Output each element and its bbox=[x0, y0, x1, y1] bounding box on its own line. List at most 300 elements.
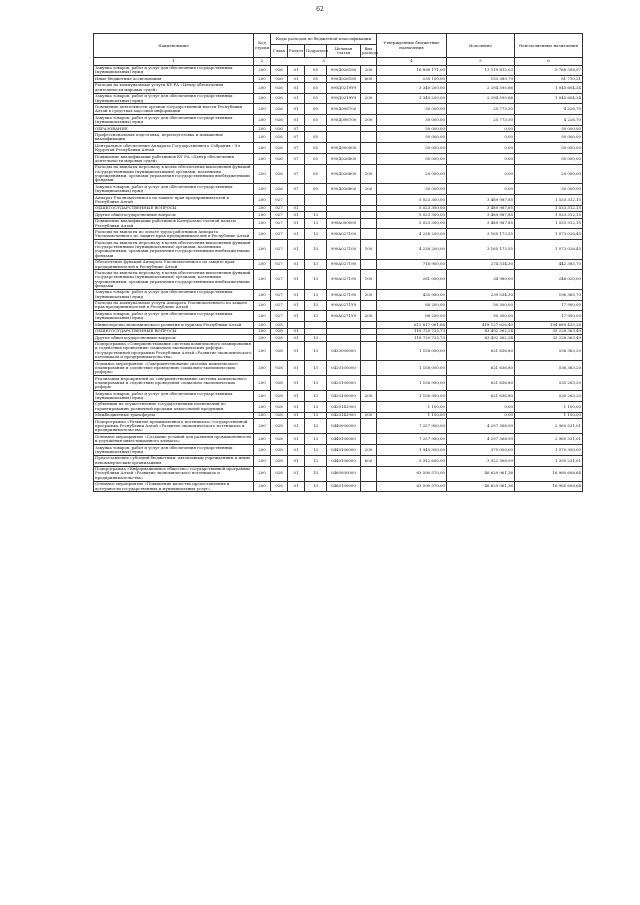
row-name: Иные бюджетные ассигнования bbox=[94, 76, 254, 82]
row-code: 200 bbox=[254, 341, 271, 360]
row-chapter: 927 bbox=[271, 194, 288, 205]
table-row bbox=[94, 132, 583, 143]
column-number: 4 bbox=[377, 58, 447, 65]
row-section: 01 bbox=[288, 300, 305, 311]
row-unexecuted: 194 689 435,26 bbox=[515, 322, 583, 328]
row-name: Расходы на выплаты персоналу в целях обеспечения выполнения функций государственными (муниципальными) органами, казенными учреждениями, органами управления государственными внебюджетными фондами bbox=[94, 164, 254, 183]
row-chapter: 928 bbox=[271, 445, 288, 456]
header-row-top bbox=[94, 34, 583, 45]
row-executed: 34 980,00 bbox=[447, 270, 515, 289]
row-subsection: 05 bbox=[305, 65, 327, 76]
row-executed: 50 300,00 bbox=[447, 311, 515, 322]
row-section: 07 bbox=[288, 143, 305, 154]
table-row bbox=[94, 445, 583, 456]
row-executed: 0,00 bbox=[447, 132, 515, 143]
row-subsection: 13 bbox=[305, 259, 327, 270]
row-chapter: 928 bbox=[271, 434, 288, 445]
row-executed: 0,00 bbox=[447, 184, 515, 195]
row-name: Предоставление субсидий бюджетным, автономным учреждениям и иным некоммерческим организациям bbox=[94, 455, 254, 466]
row-chapter: 926 bbox=[271, 82, 288, 93]
row-executed: 0,00 bbox=[447, 125, 515, 131]
column-number: 1 bbox=[94, 58, 254, 65]
row-target: 990Д026180 bbox=[327, 65, 361, 76]
row-subsection: 13 bbox=[305, 341, 327, 360]
row-chapter: 928 bbox=[271, 328, 288, 334]
row-subsection: 13 bbox=[305, 311, 327, 322]
row-target: 0440100000 bbox=[327, 434, 361, 445]
header-subsection: Подраздел bbox=[305, 45, 327, 58]
row-unexecuted: 81 710,21 bbox=[515, 76, 583, 82]
table-row bbox=[94, 164, 583, 183]
row-expense-type: 600 bbox=[361, 455, 377, 466]
row-approved: 118 720 725,73 bbox=[377, 335, 447, 341]
table-row bbox=[94, 419, 583, 434]
row-chapter: 928 bbox=[271, 466, 288, 481]
row-approved: 118 720 725,73 bbox=[377, 328, 447, 334]
row-section: 01 bbox=[288, 445, 305, 456]
row-subsection: 13 bbox=[305, 466, 327, 481]
row-section: 01 bbox=[288, 82, 305, 93]
row-subsection: 05 bbox=[305, 164, 327, 183]
row-section: 01 bbox=[288, 376, 305, 391]
row-code: 200 bbox=[254, 143, 271, 154]
row-subsection: 05 bbox=[305, 143, 327, 154]
row-target: 990Д026800 bbox=[327, 154, 361, 165]
row-executed: 274 514,30 bbox=[447, 259, 515, 270]
row-subsection: 13 bbox=[305, 376, 327, 391]
row-unexecuted: 35 228 363,49 bbox=[515, 328, 583, 334]
row-code: 200 bbox=[254, 419, 271, 434]
row-section: 01 bbox=[288, 229, 305, 240]
row-target: 0420100000 bbox=[327, 376, 361, 391]
row-expense-type: 200 bbox=[361, 391, 377, 402]
row-target: 0420000000 bbox=[327, 341, 361, 360]
row-code: 200 bbox=[254, 164, 271, 183]
row-approved: 1 156 900,00 bbox=[377, 376, 447, 391]
table-row bbox=[94, 259, 583, 270]
row-chapter: 928 bbox=[271, 455, 288, 466]
row-unexecuted: 442 385,70 bbox=[515, 259, 583, 270]
row-unexecuted: 1 045 604,34 bbox=[515, 82, 583, 93]
row-chapter: 926 bbox=[271, 76, 288, 82]
row-chapter: 928 bbox=[271, 341, 288, 360]
row-subsection: 13 bbox=[305, 455, 327, 466]
row-code: 200 bbox=[254, 328, 271, 334]
row-approved: 7 257 900,00 bbox=[377, 434, 447, 445]
row-expense-type: 200 bbox=[361, 115, 377, 126]
row-target: 0440100000 bbox=[327, 445, 361, 456]
page-number: 62 bbox=[316, 6, 324, 13]
row-chapter: 928 bbox=[271, 481, 288, 492]
table-row bbox=[94, 391, 583, 402]
budget-execution-table bbox=[93, 33, 583, 492]
row-approved: 4 238 200,00 bbox=[377, 240, 447, 259]
row-unexecuted: 4 226,70 bbox=[515, 104, 583, 115]
row-expense-type bbox=[361, 360, 377, 375]
row-chapter: 926 bbox=[271, 184, 288, 195]
row-subsection: 13 bbox=[305, 391, 327, 402]
row-chapter: 928 bbox=[271, 391, 288, 402]
row-approved: 50 000,00 bbox=[377, 143, 447, 154]
row-expense-type bbox=[361, 104, 377, 115]
row-chapter: 926 bbox=[271, 164, 288, 183]
row-unexecuted: 1 570 300,00 bbox=[515, 445, 583, 456]
row-unexecuted: 1 533 312,15 bbox=[515, 218, 583, 229]
row-expense-type bbox=[361, 434, 377, 445]
row-chapter: 927 bbox=[271, 240, 288, 259]
row-executed: 3 489 987,85 bbox=[447, 205, 515, 211]
row-unexecuted: 1 533 312,15 bbox=[515, 194, 583, 205]
row-target: 0440100000 bbox=[327, 455, 361, 466]
row-section: 01 bbox=[288, 434, 305, 445]
table-row bbox=[94, 300, 583, 311]
row-code: 200 bbox=[254, 270, 271, 289]
row-expense-type bbox=[361, 229, 377, 240]
row-expense-type bbox=[361, 401, 377, 412]
row-subsection: 13 bbox=[305, 360, 327, 375]
row-section: 07 bbox=[288, 125, 305, 131]
table-row bbox=[94, 104, 583, 115]
row-approved: 50 000,00 bbox=[377, 125, 447, 131]
row-target: 990А027100 bbox=[327, 229, 361, 240]
row-subsection: 13 bbox=[305, 445, 327, 456]
table-row bbox=[94, 184, 583, 195]
row-approved: 1 100,00 bbox=[377, 412, 447, 418]
row-expense-type bbox=[361, 132, 377, 143]
row-section: 01 bbox=[288, 218, 305, 229]
column-number: 6 bbox=[515, 58, 583, 65]
column-number: 5 bbox=[447, 58, 515, 65]
row-code: 200 bbox=[254, 205, 271, 211]
header-chapter: Глава bbox=[271, 45, 288, 58]
row-section: 01 bbox=[288, 65, 305, 76]
row-executed: 0,00 bbox=[447, 164, 515, 183]
row-target: 0420100000 bbox=[327, 360, 361, 375]
row-target: 990Д098700 bbox=[327, 104, 361, 115]
row-unexecuted: 1 073 026,45 bbox=[515, 229, 583, 240]
row-unexecuted: 536 363,20 bbox=[515, 341, 583, 360]
row-section: 01 bbox=[288, 328, 305, 334]
row-name: Субвенции на осуществление государственных полномочий по гарантированию розничной продажи алкогольной продукции bbox=[94, 401, 254, 412]
row-approved: 16 898 171,00 bbox=[377, 65, 447, 76]
row-code: 200 bbox=[254, 311, 271, 322]
row-section: 01 bbox=[288, 391, 305, 402]
row-name: Реализация мероприятий по совершенствованию системы комплексного планирования и содействию проведения социально-экономических реформ bbox=[94, 376, 254, 391]
row-chapter: 928 bbox=[271, 322, 288, 328]
row-executed: 25 773,30 bbox=[447, 104, 515, 115]
row-expense-type: 200 bbox=[361, 445, 377, 456]
row-name: Межбюджетные трансферты bbox=[94, 412, 254, 418]
row-name: Подпрограмма «Информационное общество» государственной программы Республики Алтай «Развитие экономического потенциала и предпринимательства» bbox=[94, 466, 254, 481]
row-approved: 3 340 200,00 bbox=[377, 82, 447, 93]
row-unexecuted: 1 390 231,01 bbox=[515, 455, 583, 466]
row-executed: 46 629 961,36 bbox=[447, 466, 515, 481]
row-code: 200 bbox=[254, 401, 271, 412]
row-subsection: 13 bbox=[305, 240, 327, 259]
row-section: 01 bbox=[288, 115, 305, 126]
row-unexecuted: 17 900,00 bbox=[515, 300, 583, 311]
row-executed: 3 165 173,55 bbox=[447, 240, 515, 259]
table-row bbox=[94, 143, 583, 154]
row-unexecuted: 4 226,70 bbox=[515, 115, 583, 126]
table-row bbox=[94, 154, 583, 165]
row-unexecuted: 536 363,20 bbox=[515, 360, 583, 375]
row-approved: 716 900,00 bbox=[377, 259, 447, 270]
table-row bbox=[94, 194, 583, 205]
row-code: 200 bbox=[254, 481, 271, 492]
row-approved: 1 158 000,00 bbox=[377, 341, 447, 360]
row-name: Другие общегосударственные вопросы bbox=[94, 335, 254, 341]
row-approved: 68 200,00 bbox=[377, 311, 447, 322]
row-executed: 4 297 368,99 bbox=[447, 434, 515, 445]
row-subsection: 05 bbox=[305, 184, 327, 195]
table-row bbox=[94, 434, 583, 445]
row-subsection: 05 bbox=[305, 82, 327, 93]
row-name: Расходы на коммунальные услуги Аппарата Уполномоченного по защите прав предпринимателей в Республике Алтай bbox=[94, 300, 254, 311]
table-row bbox=[94, 93, 583, 104]
row-executed: 239 534,30 bbox=[447, 289, 515, 300]
row-approved: 63 590 570,00 bbox=[377, 481, 447, 492]
row-target: 990А027190 bbox=[327, 270, 361, 289]
row-unexecuted: 35 228 363,49 bbox=[515, 335, 583, 341]
row-subsection: 05 bbox=[305, 154, 327, 165]
row-name: Расходы на коммунальные услуги КУ РА «Центр обеспечения деятельности мировых судей» bbox=[94, 82, 254, 93]
row-unexecuted: 1 045 604,34 bbox=[515, 93, 583, 104]
row-executed: 3 489 987,85 bbox=[447, 194, 515, 205]
row-expense-type bbox=[361, 481, 377, 492]
row-code: 200 bbox=[254, 76, 271, 82]
row-executed: 2 294 595,66 bbox=[447, 82, 515, 93]
column-number: 2 bbox=[254, 58, 271, 65]
row-chapter: 927 bbox=[271, 205, 288, 211]
row-unexecuted: 50 000,00 bbox=[515, 125, 583, 131]
row-name: Расходы на выплаты персоналу в целях обеспечения выполнения функций государственными (муниципальными) органами, казенными учреждениями, органами управления государственными внебюджетными фондами bbox=[94, 270, 254, 289]
row-section: 01 bbox=[288, 401, 305, 412]
row-unexecuted: 50 000,00 bbox=[515, 132, 583, 143]
row-unexecuted: 30 000,00 bbox=[515, 184, 583, 195]
row-name: Центральное обеспечение Аппарата Государственного Собрания - Эл Курултай Республики Алтай bbox=[94, 143, 254, 154]
row-code: 200 bbox=[254, 240, 271, 259]
row-subsection: 13 bbox=[305, 212, 327, 218]
row-approved: 30 000,00 bbox=[377, 104, 447, 115]
row-code: 200 bbox=[254, 115, 271, 126]
row-chapter: 927 bbox=[271, 289, 288, 300]
row-executed: 375 000,00 bbox=[447, 445, 515, 456]
row-executed: 0,00 bbox=[447, 143, 515, 154]
row-unexecuted: 20 000,00 bbox=[515, 164, 583, 183]
row-approved: 1 945 300,00 bbox=[377, 445, 447, 456]
row-code: 200 bbox=[254, 445, 271, 456]
row-section: 07 bbox=[288, 132, 305, 143]
row-executed: 83 492 362,24 bbox=[447, 335, 515, 341]
row-target: 990А027190 bbox=[327, 289, 361, 300]
row-name: Расходы на выплаты персоналу в целях обеспечения выполнения функций государственными (муниципальными) органами, казенными учреждениями, органами управления государственными внебюджетными фондами bbox=[94, 240, 254, 259]
row-name: ОБЩЕГОСУДАРСТВЕННЫЕ ВОПРОСЫ bbox=[94, 205, 254, 211]
row-expense-type bbox=[361, 82, 377, 93]
row-code: 200 bbox=[254, 218, 271, 229]
row-code: 200 bbox=[254, 466, 271, 481]
row-target: 990А0271У9 bbox=[327, 311, 361, 322]
row-chapter: 928 bbox=[271, 419, 288, 434]
header-name: Наименование bbox=[94, 34, 254, 58]
row-code: 200 bbox=[254, 184, 271, 195]
row-approved: 1 100,00 bbox=[377, 401, 447, 412]
header-approved: Утвержденные бюджетные назначения bbox=[377, 34, 447, 58]
row-chapter: 926 bbox=[271, 143, 288, 154]
row-chapter: 928 bbox=[271, 412, 288, 418]
row-code: 200 bbox=[254, 132, 271, 143]
row-chapter: 927 bbox=[271, 270, 288, 289]
row-subsection: 05 bbox=[305, 132, 327, 143]
row-subsection: 13 bbox=[305, 300, 327, 311]
row-name: ОБЩЕГОСУДАРСТВЕННЫЕ ВОПРОСЫ bbox=[94, 328, 254, 334]
row-chapter: 926 bbox=[271, 132, 288, 143]
row-name: Основное мероприятие «Совершенствование системы комплексного планирования и содействие проведению социально-экономических реформ» bbox=[94, 360, 254, 375]
row-target: 0420100000 bbox=[327, 391, 361, 402]
row-code: 200 bbox=[254, 93, 271, 104]
row-expense-type bbox=[361, 218, 377, 229]
row-target: 990Д098700 bbox=[327, 115, 361, 126]
row-section: 01 bbox=[288, 93, 305, 104]
row-target: 990Д026800 bbox=[327, 164, 361, 183]
header-expense-type: Вид расхода bbox=[361, 45, 377, 58]
row-subsection: 13 bbox=[305, 218, 327, 229]
row-executed: 83 492 362,24 bbox=[447, 328, 515, 334]
row-expense-type bbox=[361, 300, 377, 311]
table-row bbox=[94, 311, 583, 322]
row-unexecuted: 1 533 312,15 bbox=[515, 205, 583, 211]
row-section: 07 bbox=[288, 164, 305, 183]
row-code: 200 bbox=[254, 434, 271, 445]
row-target: 0460000000 bbox=[327, 466, 361, 481]
row-section bbox=[288, 194, 305, 205]
table-row bbox=[94, 65, 583, 76]
row-subsection: 05 bbox=[305, 104, 327, 115]
row-code: 200 bbox=[254, 154, 271, 165]
row-unexecuted: 196 365,70 bbox=[515, 289, 583, 300]
row-unexecuted: 2 960 531,01 bbox=[515, 419, 583, 434]
row-unexecuted: 1 073 026,45 bbox=[515, 240, 583, 259]
row-unexecuted: 50 000,00 bbox=[515, 154, 583, 165]
row-target: 0420142900 bbox=[327, 401, 361, 412]
row-section: 01 bbox=[288, 259, 305, 270]
row-executed: 621 636,80 bbox=[447, 341, 515, 360]
row-executed: 13 119 812,03 bbox=[447, 65, 515, 76]
row-expense-type bbox=[361, 341, 377, 360]
row-expense-type bbox=[361, 154, 377, 165]
row-executed: 621 636,80 bbox=[447, 391, 515, 402]
row-executed: 0,00 bbox=[447, 412, 515, 418]
row-chapter: 927 bbox=[271, 259, 288, 270]
row-code: 200 bbox=[254, 104, 271, 115]
row-code: 200 bbox=[254, 391, 271, 402]
row-name: Повышение квалификации работников КУ РА «Центр обеспечения деятельности мировых судей» bbox=[94, 154, 254, 165]
row-unexecuted: 2 960 531,01 bbox=[515, 434, 583, 445]
row-name: Закупка товаров, работ и услуг для обеспечения государственных (муниципальных) нужд bbox=[94, 445, 254, 456]
header-row-code: Код строки bbox=[254, 34, 271, 58]
row-section: 01 bbox=[288, 240, 305, 259]
row-subsection: 05 bbox=[305, 76, 327, 82]
row-approved: 5 023 300,00 bbox=[377, 194, 447, 205]
table-row bbox=[94, 270, 583, 289]
row-executed: 4 297 368,99 bbox=[447, 419, 515, 434]
row-approved: 435 900,00 bbox=[377, 289, 447, 300]
row-executed: 50 300,00 bbox=[447, 300, 515, 311]
row-expense-type bbox=[361, 419, 377, 434]
row-executed: 153 389,79 bbox=[447, 76, 515, 82]
row-subsection: 13 bbox=[305, 419, 327, 434]
row-subsection: 05 bbox=[305, 93, 327, 104]
row-executed: 0,00 bbox=[447, 401, 515, 412]
table-row bbox=[94, 82, 583, 93]
row-section: 07 bbox=[288, 154, 305, 165]
row-expense-type bbox=[361, 194, 377, 205]
row-name: Повышение квалификации работников Контрольно-счетной палаты Республики Алтай bbox=[94, 218, 254, 229]
row-chapter: 927 bbox=[271, 212, 288, 218]
row-executed: 621 636,80 bbox=[447, 376, 515, 391]
row-code: 200 bbox=[254, 212, 271, 218]
row-chapter: 928 bbox=[271, 401, 288, 412]
table-row bbox=[94, 481, 583, 492]
row-target: 990Д0219У9 bbox=[327, 93, 361, 104]
row-approved: 50 000,00 bbox=[377, 132, 447, 143]
row-subsection: 13 bbox=[305, 401, 327, 412]
row-subsection: 13 bbox=[305, 335, 327, 341]
row-name: Закупка товаров, работ и услуг для обеспечения государственных (муниципальных) нужд bbox=[94, 289, 254, 300]
table-row bbox=[94, 455, 583, 466]
row-unexecuted: 1 100,00 bbox=[515, 401, 583, 412]
table-row bbox=[94, 341, 583, 360]
row-target: 0460100000 bbox=[327, 481, 361, 492]
row-code: 200 bbox=[254, 455, 271, 466]
row-section: 01 bbox=[288, 412, 305, 418]
table-row bbox=[94, 376, 583, 391]
table-row bbox=[94, 401, 583, 412]
row-expense-type bbox=[361, 143, 377, 154]
table-row bbox=[94, 240, 583, 259]
row-chapter: 927 bbox=[271, 300, 288, 311]
row-section: 01 bbox=[288, 360, 305, 375]
row-name: Профессиональная подготовка, переподготовка и повышение квалификации bbox=[94, 132, 254, 143]
row-approved: 63 590 570,00 bbox=[377, 466, 447, 481]
row-unexecuted: 246 020,00 bbox=[515, 270, 583, 289]
row-target bbox=[327, 194, 361, 205]
row-subsection: 13 bbox=[305, 412, 327, 418]
row-name: ОБРАЗОВАНИЕ bbox=[94, 125, 254, 131]
row-chapter: 927 bbox=[271, 229, 288, 240]
row-code: 200 bbox=[254, 360, 271, 375]
table-body bbox=[94, 65, 583, 492]
row-target: 990Д026800 bbox=[327, 184, 361, 195]
row-approved: 5 023 300,00 bbox=[377, 205, 447, 211]
row-chapter: 928 bbox=[271, 335, 288, 341]
row-section: 01 bbox=[288, 466, 305, 481]
row-subsection: 05 bbox=[305, 115, 327, 126]
row-expense-type: 100 bbox=[361, 240, 377, 259]
row-subsection: 13 bbox=[305, 481, 327, 492]
row-name: Освещение деятельности органов государственной власти Республики Алтай в средствах массовой информации bbox=[94, 104, 254, 115]
row-approved: 3 340 200,00 bbox=[377, 93, 447, 104]
row-chapter: 926 bbox=[271, 104, 288, 115]
row-approved: 5 023 300,00 bbox=[377, 218, 447, 229]
row-unexecuted: 3 768 358,97 bbox=[515, 65, 583, 76]
row-chapter: 927 bbox=[271, 218, 288, 229]
row-name: Подпрограмма «Совершенствование системы комплексного планирования и содействие проведению социально-экономических реформ» государственной программы Республики Алтай «Развитие экономического потенциала и предпринимательства» bbox=[95, 341, 252, 360]
row-section: 01 bbox=[288, 76, 305, 82]
table-row bbox=[94, 115, 583, 126]
row-approved: 612 817 061,66 bbox=[377, 322, 447, 328]
row-target: 990А027190 bbox=[327, 259, 361, 270]
